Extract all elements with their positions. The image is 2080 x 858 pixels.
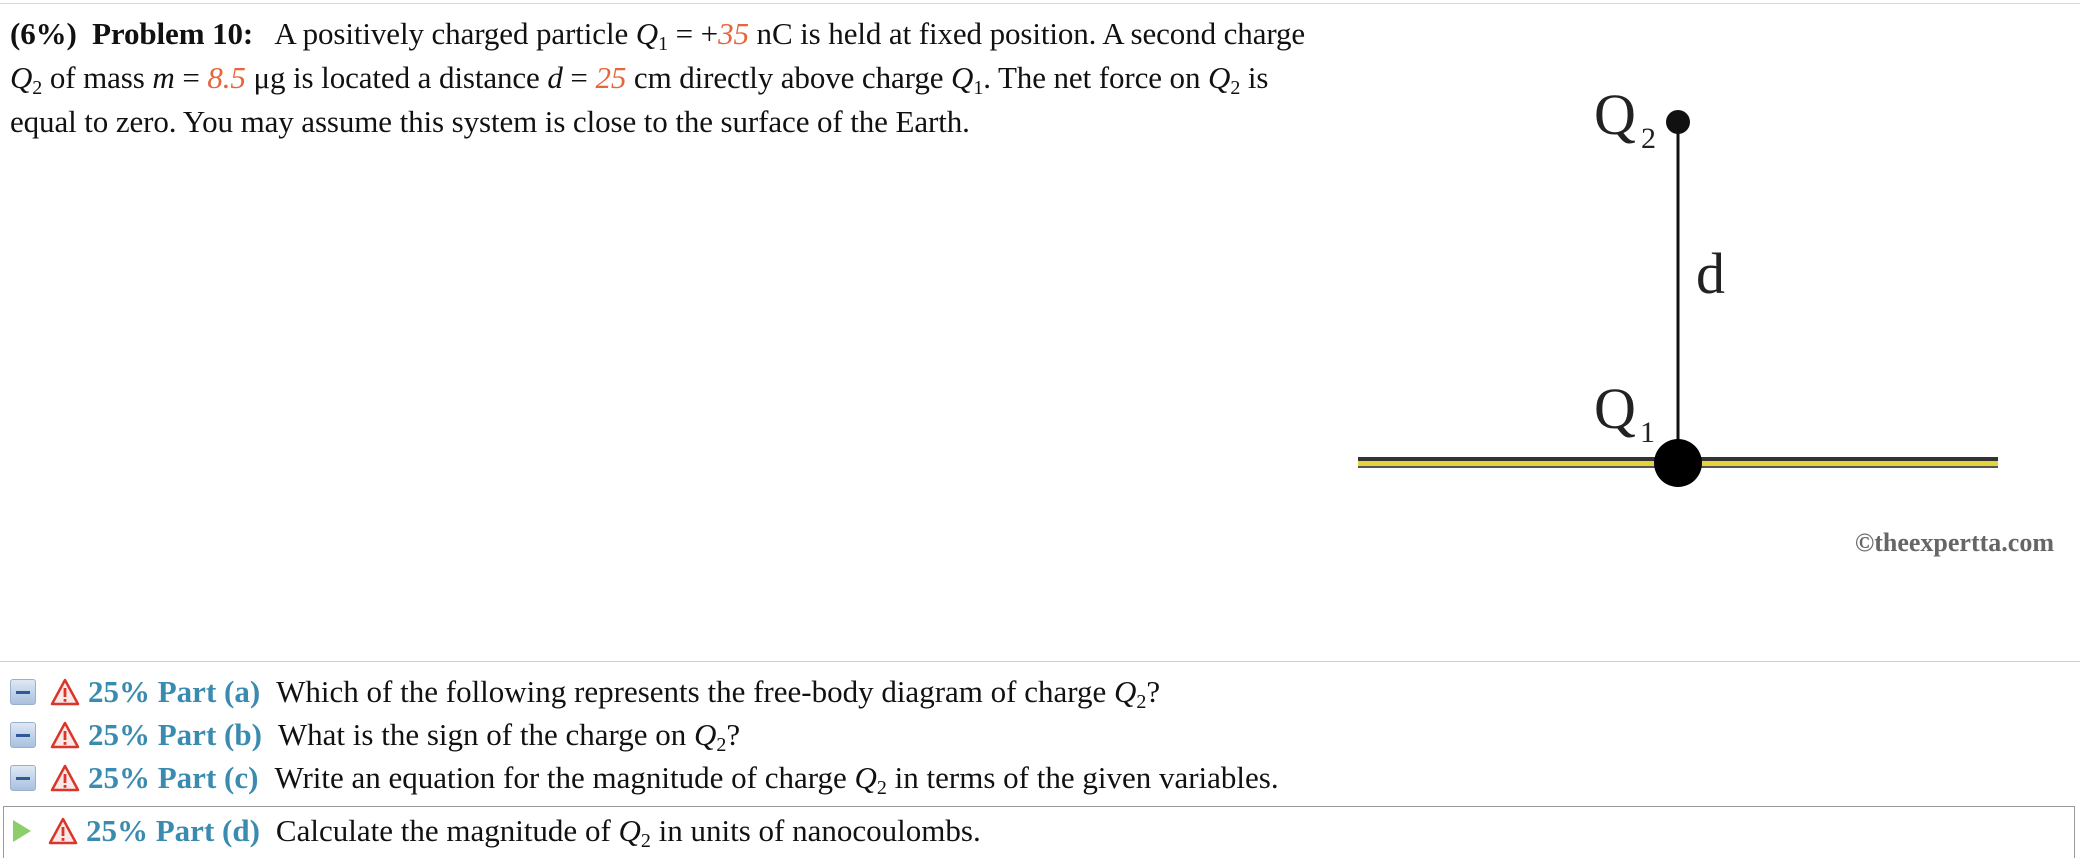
parts-divider xyxy=(0,661,2080,662)
problem-text: A positively charged particle xyxy=(274,16,636,51)
problem-text: cm directly above charge xyxy=(626,60,952,95)
distance-symbol: d xyxy=(547,60,563,95)
equals: = + xyxy=(668,16,719,51)
collapse-icon[interactable] xyxy=(10,679,36,705)
q1-symbol: Q xyxy=(635,16,659,51)
warning-icon xyxy=(50,721,80,749)
problem-weight: (6%) xyxy=(10,16,77,51)
part-b-row[interactable] xyxy=(0,715,740,755)
collapse-icon[interactable] xyxy=(10,765,36,791)
q2-symbol: Q xyxy=(10,60,33,95)
part-d-row[interactable] xyxy=(0,811,981,851)
q2-label: Q xyxy=(1594,82,1636,147)
part-b-question: What is the sign of the charge on $Q_2$? xyxy=(277,717,741,756)
q2-symbol: Q xyxy=(1208,60,1231,95)
part-b-label[interactable]: 25% Part (b) xyxy=(88,717,262,752)
warning-icon xyxy=(50,764,80,792)
problem-statement xyxy=(10,12,1340,144)
q2-label-sub: 2 xyxy=(1641,122,1656,155)
q1-symbol: Q xyxy=(951,60,974,95)
equals: = xyxy=(174,60,208,95)
distance-value: 25 xyxy=(595,60,627,95)
problem-text: of mass xyxy=(42,60,153,95)
top-divider xyxy=(0,3,2080,4)
equals: = xyxy=(562,60,596,95)
charge-diagram xyxy=(1350,10,2080,570)
problem-text: . The net force on xyxy=(983,60,1209,95)
problem-text: nC is held at fixed position. A second charge xyxy=(748,16,1306,51)
problem-text: is equal to zero. You may assume this system is close to the surface of the Earth. xyxy=(10,60,1269,139)
part-c-row[interactable] xyxy=(0,758,1279,798)
mass-value: 8.5 xyxy=(207,60,246,95)
q2-subscript: 2 xyxy=(1230,77,1241,99)
part-a-label[interactable]: 25% Part (a) xyxy=(88,674,261,709)
warning-icon xyxy=(48,817,78,845)
distance-label: d xyxy=(1696,241,1725,306)
q1-value: 35 xyxy=(718,16,749,51)
q1-charge-dot xyxy=(1654,439,1702,487)
part-c-question: Write an equation for the magnitude of charge $Q_2$ in terms of the given variables. xyxy=(274,760,1279,799)
warning-icon xyxy=(50,678,80,706)
part-d-label[interactable]: 25% Part (d) xyxy=(86,813,260,848)
image-credit: ©theexpertta.com xyxy=(1854,528,2054,557)
q1-subscript: 1 xyxy=(658,33,668,55)
part-c-label[interactable]: 25% Part (c) xyxy=(88,760,259,795)
q1-subscript: 1 xyxy=(973,77,984,99)
q2-subscript: 2 xyxy=(32,77,43,99)
part-a-question: Which of the following represents the free-body diagram of charge $Q_2$? xyxy=(276,674,1161,713)
q2-charge-dot xyxy=(1666,110,1690,134)
part-d-question: Calculate the magnitude of $Q_2$ in units of nanocoulombs. xyxy=(275,813,981,852)
collapse-icon[interactable] xyxy=(10,722,36,748)
mass-symbol: m xyxy=(152,60,175,95)
problem-text: μg is located a distance xyxy=(245,60,548,95)
part-a-row[interactable] xyxy=(0,672,1160,712)
q1-label: Q xyxy=(1594,376,1636,441)
q1-label-sub: 1 xyxy=(1640,416,1655,449)
problem-label: Problem 10: xyxy=(92,16,254,51)
expand-icon[interactable] xyxy=(13,820,31,842)
